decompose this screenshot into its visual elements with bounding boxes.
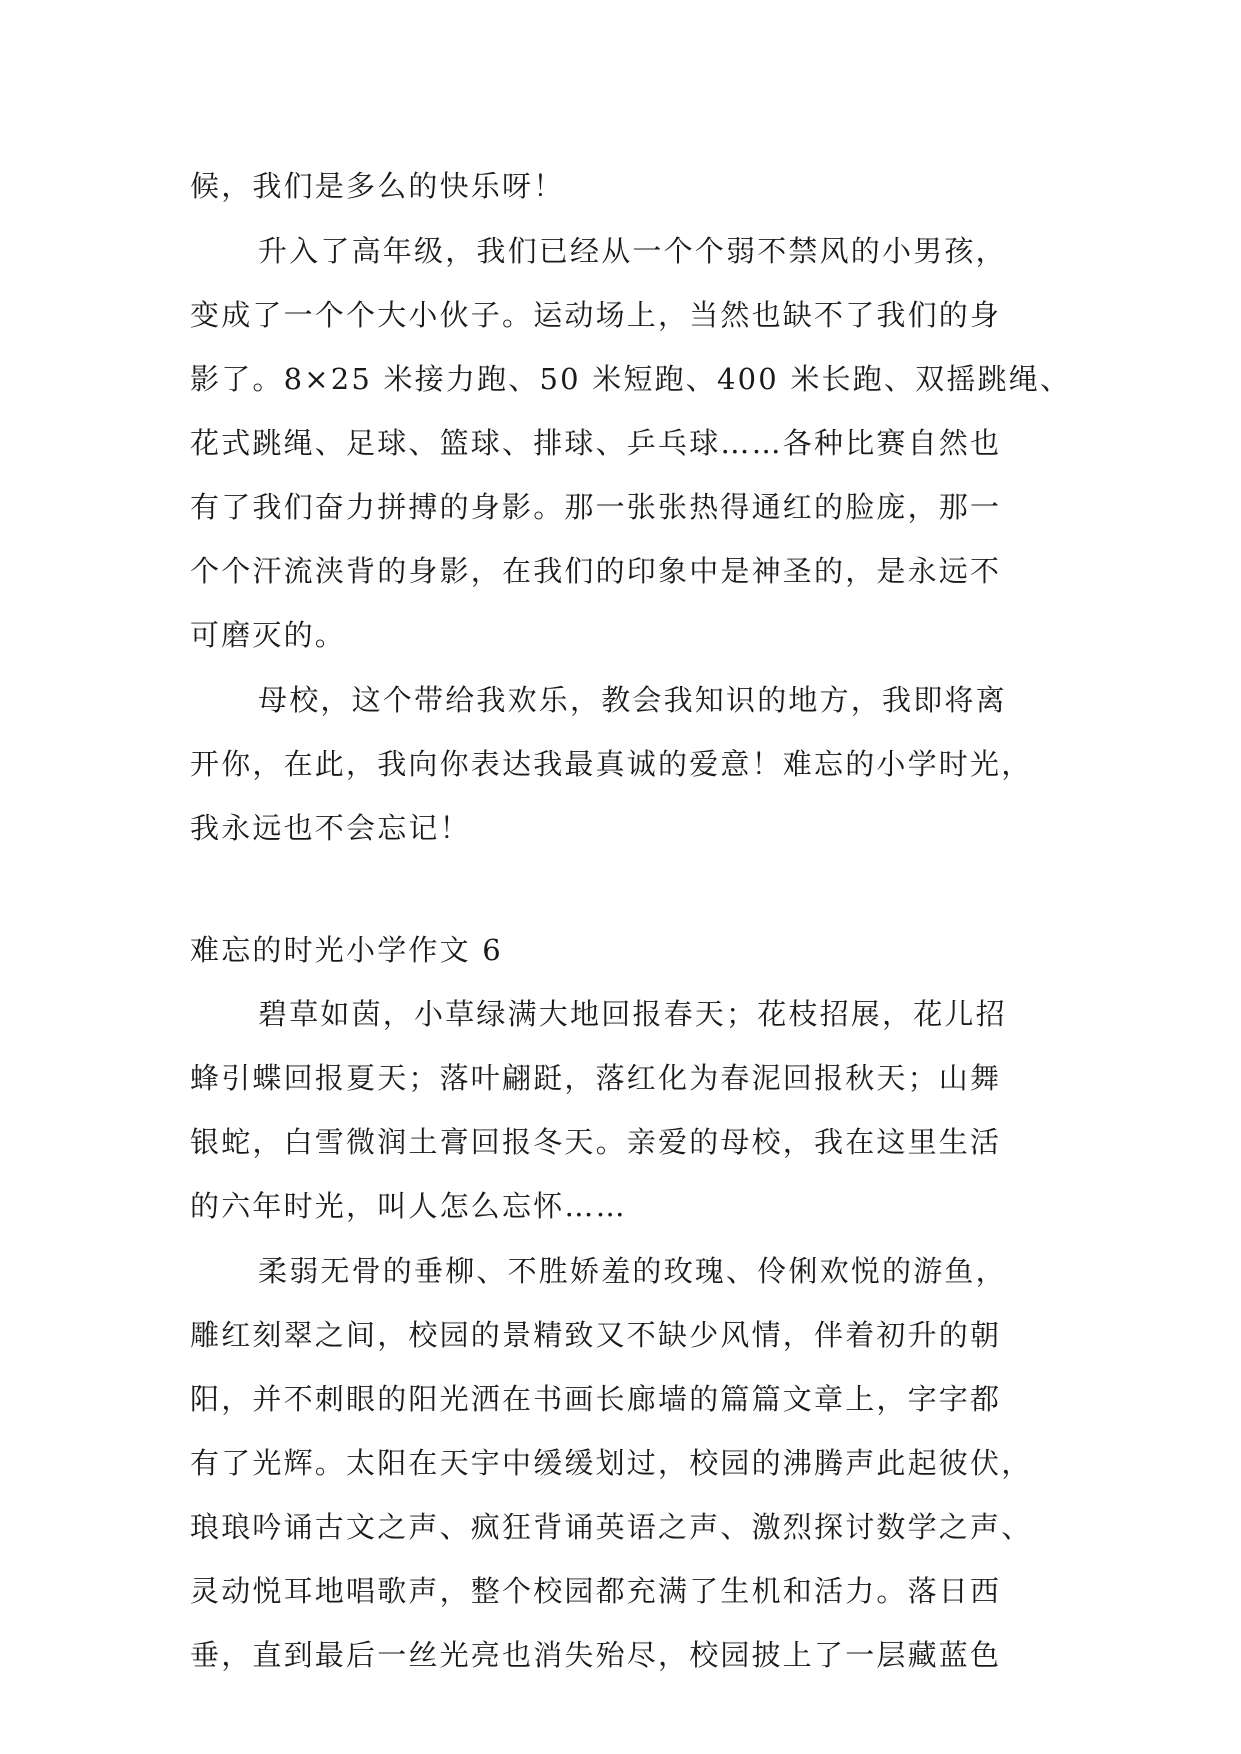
text-line: 有了我们奋力拼搏的身影。那一张张热得通红的脸庞，那一 — [190, 490, 1002, 524]
text-line: 有了光辉。太阳在天宇中缓缓划过，校园的沸腾声此起彼伏， — [190, 1446, 1033, 1480]
text-line: 母校，这个带给我欢乐，教会我知识的地方，我即将离 — [258, 683, 1007, 717]
section-heading: 难忘的时光小学作文 6 — [190, 933, 503, 967]
text-line: 柔弱无骨的垂柳、不胜娇羞的玫瑰、伶俐欢悦的游鱼， — [258, 1254, 1007, 1288]
text-line: 银蛇，白雪微润土膏回报冬天。亲爱的母校，我在这里生活 — [190, 1125, 1002, 1159]
text-line: 灵动悦耳地唱歌声，整个校园都充满了生机和活力。落日西 — [190, 1574, 1002, 1608]
text-line: 蜂引蝶回报夏天；落叶翩跹，落红化为春泥回报秋天；山舞 — [190, 1061, 1002, 1095]
text-line: 雕红刻翠之间，校园的景精致又不缺少风情，伴着初升的朝 — [190, 1318, 1002, 1352]
text-line: 的六年时光，叫人怎么忘怀…… — [190, 1189, 627, 1223]
text-line: 阳，并不刺眼的阳光洒在书画长廊墙的篇篇文章上，字字都 — [190, 1382, 1002, 1416]
text-line: 碧草如茵，小草绿满大地回报春天；花枝招展，花儿招 — [258, 997, 1007, 1031]
text-line: 开你，在此，我向你表达我最真诚的爱意！难忘的小学时光， — [190, 747, 1033, 781]
text-line: 升入了高年级，我们已经从一个个弱不禁风的小男孩， — [258, 234, 1007, 268]
text-line: 花式跳绳、足球、篮球、排球、乒乓球……各种比赛自然也 — [190, 426, 1002, 460]
text-line: 影了。8×25 米接力跑、50 米短跑、400 米长跑、双摇跳绳、 — [190, 362, 1072, 396]
text-line: 垂，直到最后一丝光亮也消失殆尽，校园披上了一层藏蓝色 — [190, 1638, 1002, 1672]
text-line: 变成了一个个大小伙子。运动场上，当然也缺不了我们的身 — [190, 298, 1002, 332]
text-line: 我永远也不会忘记！ — [190, 811, 471, 845]
text-line: 候，我们是多么的快乐呀！ — [190, 169, 565, 203]
text-line: 可磨灭的。 — [190, 618, 347, 652]
text-line: 琅琅吟诵古文之声、疯狂背诵英语之声、激烈探讨数学之声、 — [190, 1510, 1033, 1544]
text-line: 个个汗流浃背的身影，在我们的印象中是神圣的，是永远不 — [190, 554, 1002, 588]
